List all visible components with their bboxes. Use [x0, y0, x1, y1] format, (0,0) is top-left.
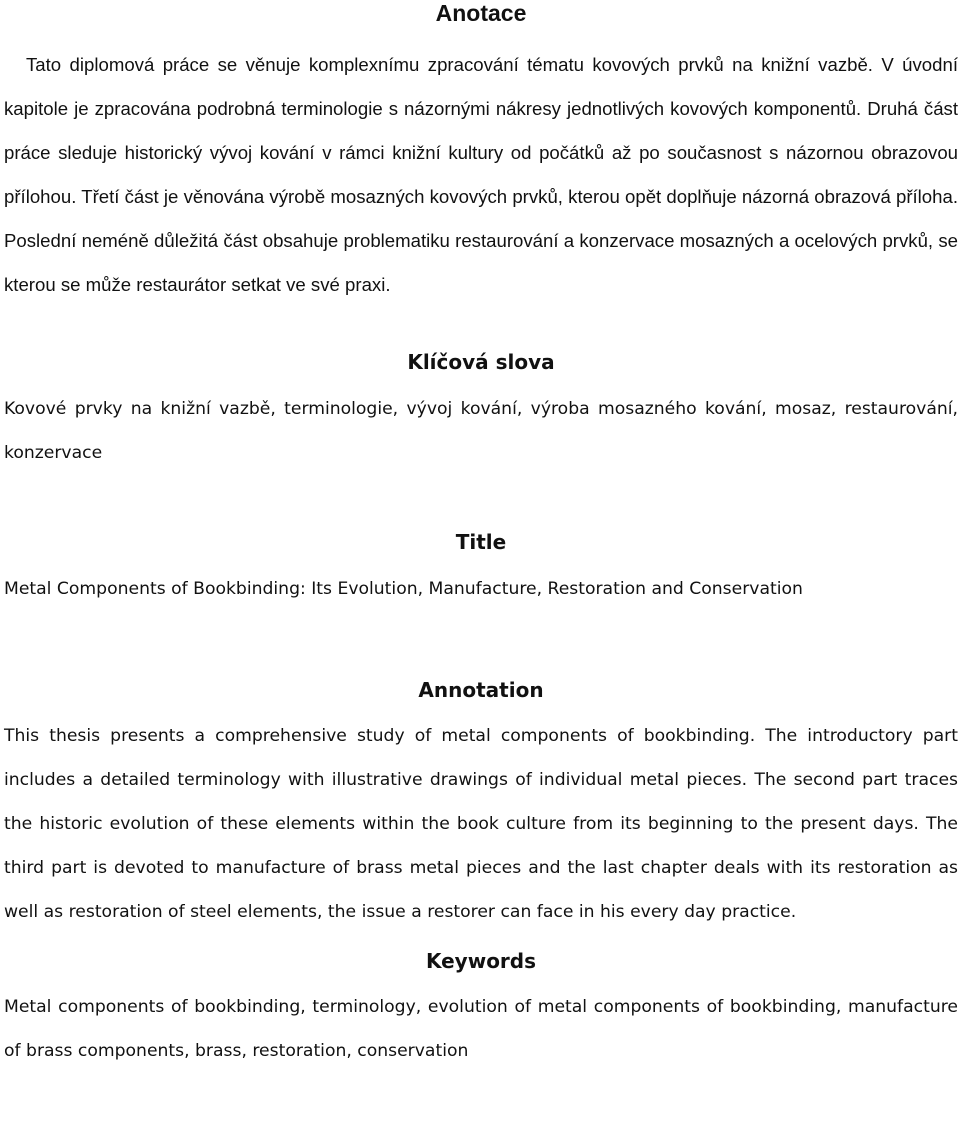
- annotation-text: This thesis presents a comprehensive study of metal components of bookbinding. The introductory part includes a detailed terminology with illustrative drawings of individual metal pieces. The second part traces the historic evolution of these elements within the book culture from its beginning to the present days. The third part is devoted to manufacture of brass metal pieces and the last chapter deals with its restoration as well as restoration of steel elements, the issue a restorer can face in his every day practice.: [4, 726, 958, 922]
- annotation-heading: Annotation: [418, 678, 544, 702]
- english-title-text: Metal Components of Bookbinding: Its Evolution, Manufacture, Restoration and Conservation: [4, 579, 803, 599]
- anotace-text: Tato diplomová práce se věnuje komplexnímu zpracování tématu kovových prvků na knižní vazbě. V úvodní kapitole je zpracována podrobná terminologie s názornými nákresy jednotlivých kovových komponentů. Druhá část práce sleduje historický vývoj kování v rámci knižní kultury od počátků až po současnost s názornou obrazovou přílohou. Třetí část je věnována výrobě mosazných kovových prvků, kterou opět doplňuje názorná obrazová příloha. Poslední neméně důležitá část obsahuje problematiku restaurování a konzervace mosazných a ocelových prvků, se kterou se může restaurátor setkat ve své praxi.: [4, 54, 958, 295]
- keywords-text: Metal components of bookbinding, terminology, evolution of metal components of bookbinding, manufacture of brass components, brass, restoration, conservation: [4, 997, 958, 1061]
- anotace-heading: Anotace: [435, 0, 527, 26]
- klicova-slova-heading: Klíčová slova: [407, 350, 555, 374]
- title-heading: Title: [455, 530, 507, 554]
- keywords-heading: Keywords: [425, 949, 537, 973]
- klicova-slova-text: Kovové prvky na knižní vazbě, terminologie, vývoj kování, výroba mosazného kování, mosaz, restaurování, konzervace: [4, 399, 958, 463]
